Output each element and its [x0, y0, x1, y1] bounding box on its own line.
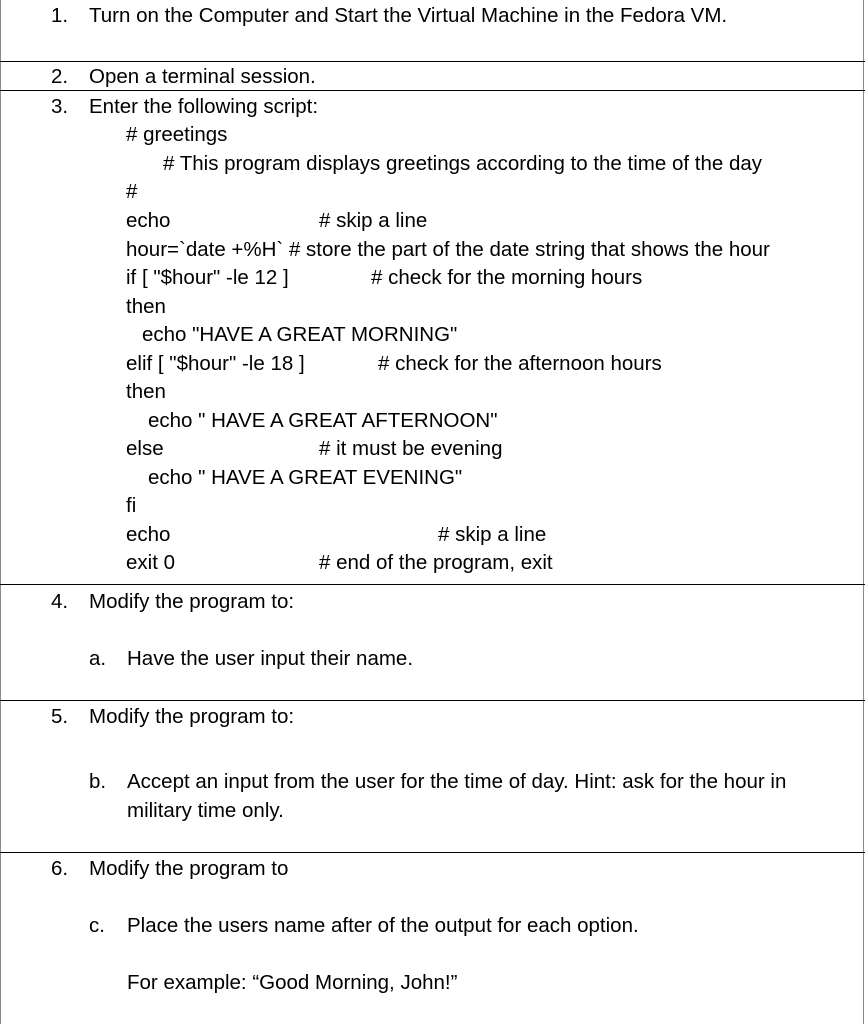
script-line: hour=`date +%H` # store the part of the date string that shows the hour	[126, 238, 770, 261]
script-line: echo " HAVE A GREAT AFTERNOON"	[148, 409, 498, 432]
step-number: 1.	[51, 4, 69, 27]
script-line: elif [ "$hour" -le 18 ]	[126, 352, 305, 375]
step-text: Turn on the Computer and Start the Virtual Machine in the Fedora VM.	[89, 4, 728, 27]
script-line: then	[126, 380, 166, 403]
sub-item-letter: a.	[89, 647, 107, 670]
script-line: echo " HAVE A GREAT EVENING"	[148, 466, 463, 489]
script-line: #	[126, 180, 138, 203]
step-text: Enter the following script:	[89, 95, 319, 118]
row-divider	[0, 700, 865, 701]
sub-item-text: military time only.	[127, 799, 284, 822]
table-left-border	[0, 0, 1, 1024]
script-comment: # check for the morning hours	[371, 266, 643, 289]
sub-item-letter: b.	[89, 770, 107, 793]
script-line: else	[126, 437, 164, 460]
script-comment: # it must be evening	[319, 437, 503, 460]
script-comment: # skip a line	[319, 209, 428, 232]
step-number: 6.	[51, 857, 69, 880]
script-line: # This program displays greetings according to the time of the day	[163, 152, 762, 175]
script-line: if [ "$hour" -le 12 ]	[126, 266, 289, 289]
table-right-border	[863, 0, 864, 1024]
sub-item-text: Accept an input from the user for the time of day. Hint: ask for the hour in	[127, 770, 787, 793]
row-divider	[0, 61, 865, 62]
sub-item-text: Place the users name after of the output for each option.	[127, 914, 639, 937]
script-line: then	[126, 295, 166, 318]
row-divider	[0, 852, 865, 853]
step-number: 2.	[51, 65, 69, 88]
row-divider	[0, 90, 865, 91]
step-number: 4.	[51, 590, 69, 613]
step-number: 5.	[51, 705, 69, 728]
script-line: echo "HAVE A GREAT MORNING"	[142, 323, 458, 346]
step-number: 3.	[51, 95, 69, 118]
script-line: echo	[126, 523, 171, 546]
sub-item-letter: c.	[89, 914, 105, 937]
step-text: Modify the program to:	[89, 590, 295, 613]
step-text: Modify the program to	[89, 857, 289, 880]
script-comment: # end of the program, exit	[319, 551, 553, 574]
row-divider	[0, 584, 865, 585]
script-line: exit 0	[126, 551, 175, 574]
script-line: echo	[126, 209, 171, 232]
script-line: # greetings	[126, 123, 228, 146]
script-comment: # check for the afternoon hours	[378, 352, 662, 375]
step-text: Open a terminal session.	[89, 65, 316, 88]
example-text: For example: “Good Morning, John!”	[127, 971, 458, 994]
script-comment: # skip a line	[438, 523, 547, 546]
step-text: Modify the program to:	[89, 705, 295, 728]
sub-item-text: Have the user input their name.	[127, 647, 414, 670]
script-line: fi	[126, 494, 137, 517]
